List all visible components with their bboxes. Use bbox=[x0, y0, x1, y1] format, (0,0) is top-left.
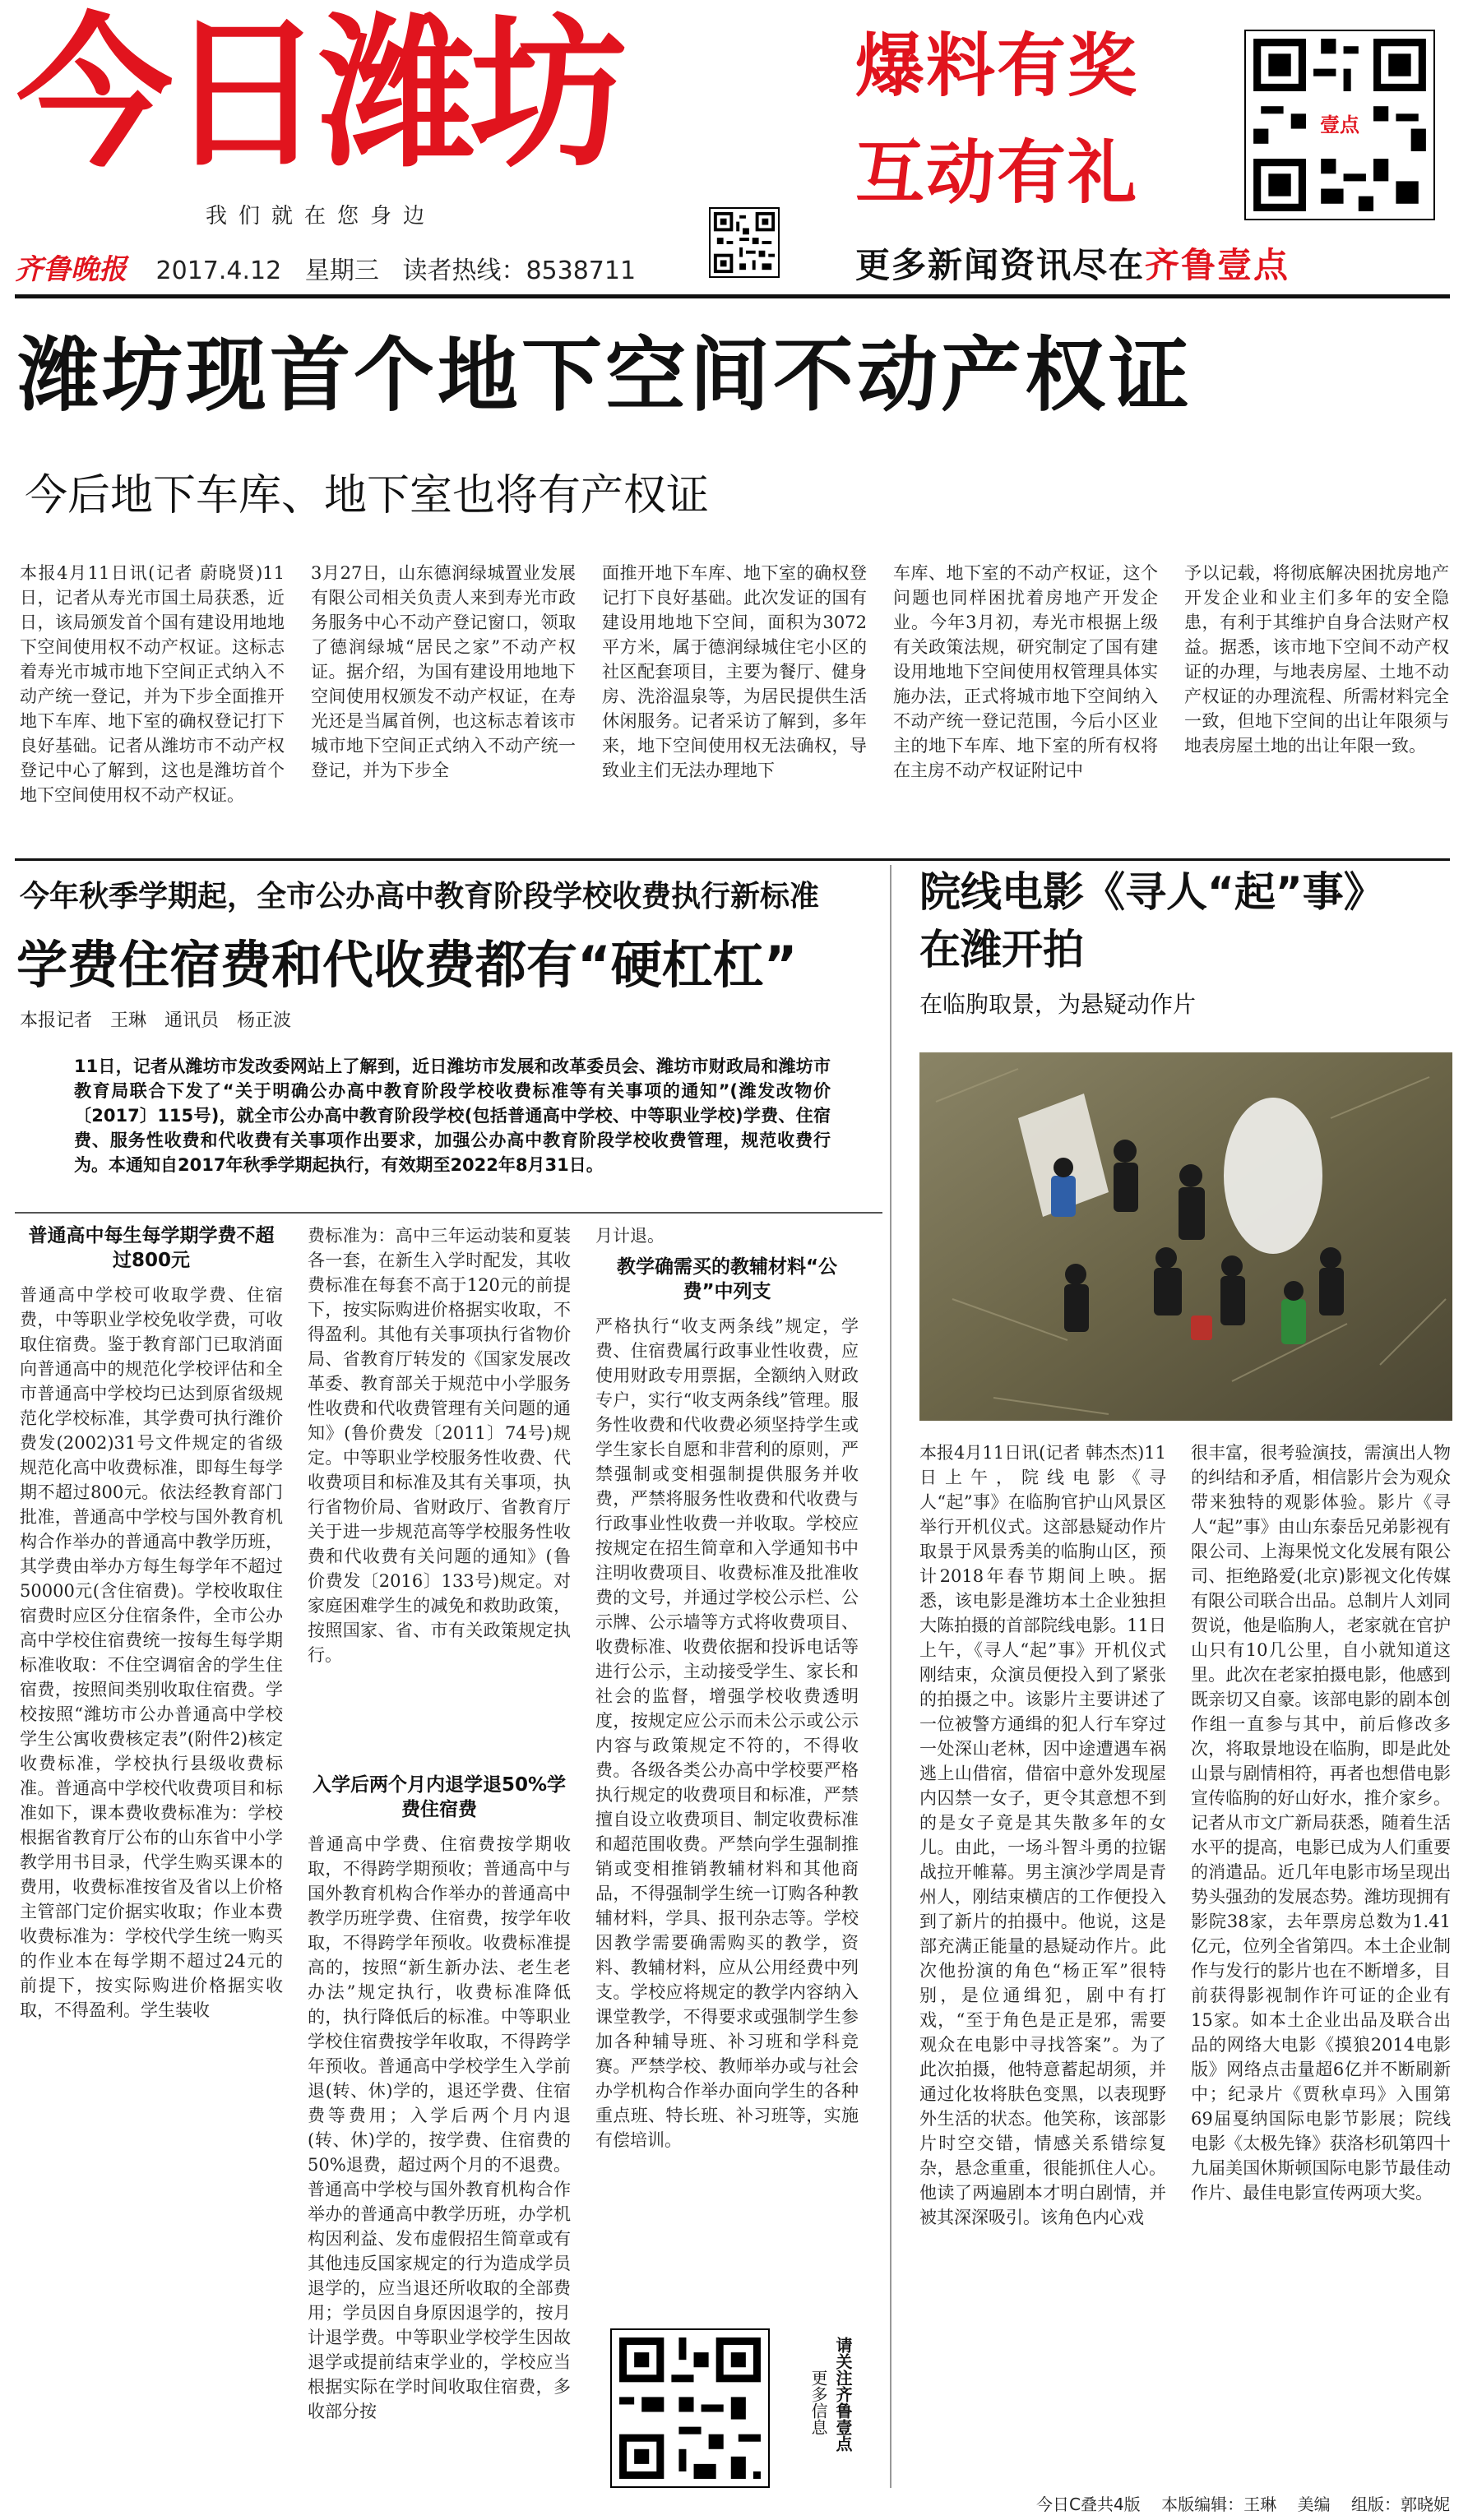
lead-headline: 潍坊现首个地下空间不动产权证 bbox=[18, 329, 1193, 423]
footer-proof: 组版：郭晓妮 bbox=[1351, 2495, 1451, 2514]
slogan-more-news: 更多新闻资讯尽在齐鲁壹点 bbox=[855, 245, 1290, 285]
reader-hotline: 读者热线：8538711 bbox=[402, 257, 637, 285]
tuition-column-2: 费标准为：高中三年运动装和夏装各一套，在新生入学时配发，其收费标准在每套不高于120元的前提下，按实际购进价格据实收取，不得盈利。其他有关事项执行省物价局、省教育厅转发的《国家发展改革委、教育部关于规范中小学服务性收费和代收费管理有关问题的通知》(鲁价费发〔2011〕74号)规定。中等职业学校服务性收费、代收费项目和标准及其有关事项，执行省物价局、省财政厅、省教育厅关于进一步规范高等学校服务性收费和代收费有关问题的通知》(鲁价费发〔2016〕133号)规定。对家庭困难学生的减免和救助政策，按照国家、省、市有关政策规定执行。 bbox=[308, 1226, 571, 1665]
tuition-qr-code[interactable] bbox=[610, 2328, 770, 2488]
tuition-byline: 本报记者 王琳 通讯员 杨正波 bbox=[20, 1010, 292, 1031]
tuition-column-1: 普通高中学校可收取学费、住宿费，中等职业学校免收学费，可收取住宿费。鉴于教育部门已取消面向普通高中的规范化学校评估和全市普通高中学校均已达到原省级规范化学校标准，其学费可执行潍价费发(2002)31号文件规定的省级规范化高中收费标准，即每生每学期不超过800元。依法经教育部门批准，普通高中学校与国外教育机构合作举办的普通高中教学历班，其学费由举办方每生每学年不超过50000元(含住宿费)。学校收取住宿费时应区分住宿条件，全市公办高中学校住宿费统一按每生每学期标准收取：不住空调宿舍的学生住宿费，按照间类别收取住宿费。学校按照“潍坊市公办普通高中学校学生公寓收费核定表”(附件2)核定收费标准，学校执行县级收费标准。普通高中学校代收费项目和标准如下，课本费收费标准为：学校根据省教育厅公布的山东省中小学教学用书目录，代学生购买课本的费用，收费标准按省及省以上价格主管部门定价据实收取；作业本费收费标准为：学校代学生统一购买的作业本在每学期不超过24元的前提下，按实际购进价格据实收取，不得盈利。学生装收 bbox=[20, 1285, 283, 2020]
film-headline-line-1: 院线电影《寻人“起”事》 bbox=[919, 868, 1385, 916]
issue-weekday: 星期三 bbox=[304, 257, 379, 285]
tuition-subhead-2: 入学后两个月内退学退50%学费住宿费 bbox=[312, 1774, 567, 1820]
slogan-interaction: 互动有礼 bbox=[855, 132, 1139, 213]
qr-more-info-note: 更多信息 bbox=[808, 2370, 828, 2435]
lead-column-5: 予以记载，将彻底解决困扰房地产开发企业和业主们多年的安全隐患，有利于其维护自身合法财产权益。据悉，该市地下空间不动产权证的办理，与地表房屋、土地不动产权证的办理流程、所需材料完全一致，但地下空间的出让年限须与地表房屋土地的出让年限一致。 bbox=[1184, 563, 1449, 756]
lead-column-3: 面推开地下车库、地下室的确权登记打下良好基础。此次发证的国有建设用地地下空间，面积为3072平方米，属于德润绿城住宅小区的社区配套项目，主要为餐厅、健身房、洗浴温泉等，为居民提供生活休闲服务。记者采访了解到，多年来，地下空间使用权无法确权，导致业主们无法办理地下 bbox=[602, 563, 867, 780]
tuition-headline: 学费住宿费和代收费都有“硬杠杠” bbox=[16, 935, 798, 995]
film-headline-line-2: 在潍开拍 bbox=[919, 926, 1084, 973]
film-column-2: 很丰富，很考验演技，需演出人物的纠结和矛盾，相信影片会为观众带来独特的观影体验。影片《寻人“起”事》由山东泰岳兄弟影视有限公司、上海果悦文化发展有限公司、拒绝路爱(北京)影视文化传媒有限公司联合出品。总制片人刘同贺说，他是临朐人，老家就在官护山只有10几公里，自小就知道这里。此次在老家拍摄电影，他感到既亲切又自豪。该部电影的剧本创作组一直参与其中，前后修改多次，将取景地设在临朐，即是此处山景与剧情相符，再者也想借电影宣传临朐的好山好水，推介家乡。记者从市文广新局获悉，随着生活水平的提高，电影已成为人们重要的消遣品。近几年电影市场呈现出势头强劲的发展态势。潍坊现拥有影院38家，去年票房总数为1.41亿元，位列全省第四。本土企业制作与发行的影片也在不断增多，目前获得影视制作许可证的企业有15家。如本土企业出品及联合出品的网络大电影《摸狼2014电影版》网络点击量超6亿并不断刷新中；纪录片《贾秋卓玛》入围第69届戛纳国际电影节影展；院线电影《太极先锋》获洛杉矶第四十九届美国休斯顿国际电影节最佳动作片、最佳电影宣传两项大奖。 bbox=[1191, 1443, 1451, 2203]
yidian-qr-badge: 壹点 bbox=[1310, 107, 1369, 143]
column-separator bbox=[890, 865, 891, 2488]
lead-subheadline: 今后地下车库、地下室也将有产权证 bbox=[25, 471, 710, 520]
qr-follow-note: 请关注齐鲁壹点 bbox=[833, 2337, 853, 2452]
film-column-1: 本报4月11日讯(记者 韩杰杰)11日上午，院线电影《寻人“起”事》在临朐官护山风景区举行开机仪式。这部悬疑动作片取景于风景秀美的临朐山区，预计2018年春节期间上映。据悉，该电影是潍坊本土企业独担大陈拍摄的首部院线电影。11日上午，《寻人“起”事》开机仪式刚结束，众演员便投入到了紧张的拍摄之中。该影片主要讲述了一位被警方通缉的犯人行车穿过一处深山老林，因中途遭遇车祸逃上山借宿，借宿中意外发现屋内囚禁一女子，更令其意想不到的是女子竟是其失散多年的女儿。由此，一场斗智斗勇的拉锯战拉开帷幕。男主演沙学周是青州人，刚结束横店的工作便投入到了新片的拍摄中。他说，这是部充满正能量的悬疑动作片。此次他扮演的角色“杨正军”很特别，是位通缉犯，剧中有打戏，“至于角色是正是邪，需要观众在电影中寻找答案”。为了此次拍摄，他特意蓄起胡须，并通过化妆将肤色变黑，以表现野外生活的状态。他笑称，该部影片时空交错，情感关系错综复杂，悬念重重，很能抓住人心。他读了两遍剧本才明白剧情，并被其深深吸引。该角色内心戏 bbox=[919, 1443, 1166, 2227]
tuition-column-3: 严格执行“收支两条线”规定，学费、住宿费属行政事业性收费，应使用财政专用票据，全额纳入财政专户，实行“收支两条线”管理。服务性收费和代收费必须坚持学生或学生家长自愿和非营利的原则，严禁强制或变相强制提供服务并收费，严禁将服务性收费和代收费与行政事业性收费一并收取。学校应按规定在招生简章和入学通知书中注明收费项目、收费标准及批准收费的文号，并通过学校公示栏、公示牌、公示墙等方式将收费项目、收费标准、收费依据和投诉电话等进行公示，主动接受学生、家长和社会的监督，增强学校收费透明度，按规定应公示而未公示或公示内容与政策规定不符的，不得收费。各级各类公办高中学校要严格执行规定的收费项目和标准，严禁擅自设立收费项目、制定收费标准和超范围收费。严禁向学生强制推销或变相推销教辅材料和其他商品，不得强制学生统一订购各种教辅材料，学具、报刊杂志等。学校因教学需要确需购买的教学，资料、教辅材料，应从公用经费中列支。学校应将规定的教学内容纳入课堂教学，不得要求或强制学生参加各种辅导班、补习班和学科竞赛。严禁学校、教师举办或与社会办学机构合作举办面向学生的各种重点班、特长班、补习班等，实施有偿培训。 bbox=[595, 1316, 859, 2150]
page-footer bbox=[1036, 2491, 1450, 2515]
qr-code-icon bbox=[711, 209, 778, 276]
tuition-subhead-3: 教学确需买的教辅材料“公费”中列支 bbox=[616, 1256, 838, 1302]
qr-code-icon bbox=[612, 2330, 768, 2486]
publication-line bbox=[15, 247, 636, 287]
footer-art: 美编 bbox=[1297, 2495, 1331, 2514]
masthead-brand: 今日潍坊 bbox=[16, 0, 623, 190]
lead-column-2: 3月27日，山东德润绿城置业发展有限公司相关负责人来到寿光市政务服务中心不动产登记窗口，领取了德润绿城“居民之家”不动产权证。据介绍，为国有建设用地地下空间使用权颁发不动产权证，在寿光还是当属首例，也这标志着该市城市地下空间正式纳入不动产统一登记，并为下步全 bbox=[311, 563, 576, 780]
footer-edition: 今日C叠共4版 bbox=[1036, 2495, 1141, 2514]
film-subheadline: 在临朐取景，为悬疑动作片 bbox=[919, 991, 1197, 1018]
film-crew-photo-image bbox=[919, 1052, 1452, 1421]
tuition-column-2b: 普通高中学费、住宿费按学期收取，不得跨学期预收；普通高中与国外教育机构合作举办的普通高中教学历班学费、住宿费，按学年收取，不得跨学年预收。收费标准提高的，按照“新生新办法、老生老办法”规定执行，收费标准降低的，执行降低后的标准。中等职业学校住宿费按学年收取，不得跨学年预收。普通高中学校学生入学前退(转、休)学的，退还学费、住宿费等费用；入学后两个月内退(转、休)学的，按学费、住宿费的50%退费，超过两个月的不退费。普通高中学校与国外教育机构合作举办的普通高中教学历班，办学机构因利益、发布虚假招生简章或有其他违反国家规定的行为造成学员退学的，应当退还所收取的全部费用；学员因自身原因退学的，按月计退学费。中等职业学校学生因故退学或提前结束学业的，学校应当根据实际在学时间收取住宿费，多收部分按 bbox=[308, 1834, 571, 2421]
tuition-subhead-1: 普通高中每生每学期学费不超过800元 bbox=[28, 1225, 275, 1271]
tuition-column-3a: 月计退。 bbox=[595, 1226, 665, 1246]
tuition-kicker: 今年秋季学期起，全市公办高中教育阶段学校收费执行新标准 bbox=[20, 880, 820, 913]
lead-column-1: 本报4月11日讯(记者 蔚晓贤)11日，记者从寿光市国土局获悉，近日，该局颁发首个国有建设用地地下空间使用权不动产权证。这标志着寿光市城市地下空间正式纳入不动产统一登记，并为下步全面推开地下车库、地下室的确权登记打下良好基础。记者从潍坊市不动产权登记中心了解到，这也是潍坊首个地下空间使用权不动产权证。 bbox=[20, 563, 285, 805]
section-divider bbox=[15, 858, 1450, 861]
masthead-qr-code[interactable] bbox=[709, 207, 780, 278]
film-set-photo bbox=[919, 1052, 1452, 1421]
footer-editor: 本版编辑：王琳 bbox=[1161, 2495, 1277, 2514]
publication-logo: 齐鲁晚报 bbox=[15, 253, 127, 286]
lead-column-4: 车库、地下室的不动产权证，这个问题也同样困扰着房地产开发企业。今年3月初，寿光市根据上级有关政策法规，研究制定了国有建设用地地下空间使用权管理具体实施办法，正式将城市地下空间纳入不动产统一登记范围，今后小区业主的地下车库、地下室的所有权将在主房不动产权证附记中 bbox=[893, 563, 1158, 780]
slogan-reward: 爆料有奖 bbox=[855, 25, 1139, 106]
tuition-lead-divider bbox=[15, 1212, 882, 1214]
masthead-tagline: 我们就在您身边 bbox=[206, 204, 437, 229]
masthead-divider bbox=[15, 294, 1450, 298]
issue-date: 2017.4.12 bbox=[155, 257, 282, 285]
qilu-yidian-brand: 齐鲁壹点 bbox=[1145, 245, 1290, 285]
tuition-lead: 11日，记者从潍坊市发改委网站上了解到，近日潍坊市发展和改革委员会、潍坊市财政局和潍坊市教育局联合下发了“关于明确公办高中教育阶段学校收费标准等有关事项的通知”(潍发改物价〔2017〕115号)，就全市公办高中教育阶段学校(包括普通高中学校、中等职业学校)学费、住宿费、服务性收费和代收费有关事项作出要求，加强公办高中教育阶段学校收费管理，规范收费行为。本通知自2017年秋季学期起执行，有效期至2022年8月31日。 bbox=[74, 1057, 831, 1175]
yidian-qr-code[interactable] bbox=[1244, 30, 1435, 220]
